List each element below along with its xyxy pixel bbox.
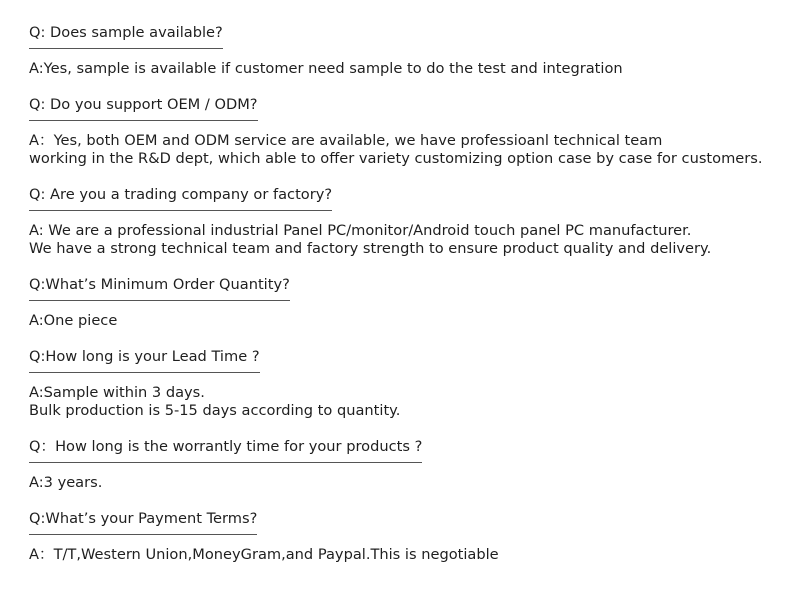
faq-answer-warranty [29, 474, 102, 492]
answer-line: A:Sample within 3 days. [29, 384, 205, 401]
faq-answer-sample [29, 60, 623, 78]
faq-answer-lead-time [29, 384, 400, 420]
answer-line: A:One piece [29, 312, 118, 329]
answer-line: We have a strong technical team and factory strength to ensure product quality and delivery. [29, 240, 712, 257]
answer-line: A: We are a professional industrial Panel PC/monitor/Android touch panel PC manufacturer. [29, 222, 692, 239]
answer-line: A:Yes, sample is available if customer need sample to do the test and integration [29, 60, 623, 77]
answer-line: working in the R&D dept, which able to offer variety customizing option case by case for customers. [29, 150, 763, 167]
faq-answer-moq [29, 312, 117, 330]
faq-question-payment: Q:What’s your Payment Terms? [29, 509, 257, 535]
faq-answer-oem-odm [29, 132, 763, 168]
faq-question-warranty: Q：How long is the worrantly time for your products ? [29, 437, 422, 463]
answer-line: Bulk production is 5-15 days according to quantity. [29, 402, 401, 419]
faq-answer-payment [29, 546, 499, 564]
answer-line: A：Yes, both OEM and ODM service are available, we have professioanl technical team [29, 132, 663, 149]
faq-question-lead-time: Q:How long is your Lead Time ? [29, 347, 260, 373]
faq-question-company-type: Q: Are you a trading company or factory? [29, 185, 332, 211]
faq-question-oem-odm: Q: Do you support OEM / ODM? [29, 95, 258, 121]
answer-line: A：T/T,Western Union,MoneyGram,and Paypal.This is negotiable [29, 546, 499, 563]
answer-line: A:3 years. [29, 474, 103, 491]
faq-question-moq: Q:What’s Minimum Order Quantity? [29, 275, 290, 301]
faq-answer-company-type [29, 222, 711, 258]
faq-question-sample: Q: Does sample available? [29, 23, 223, 49]
